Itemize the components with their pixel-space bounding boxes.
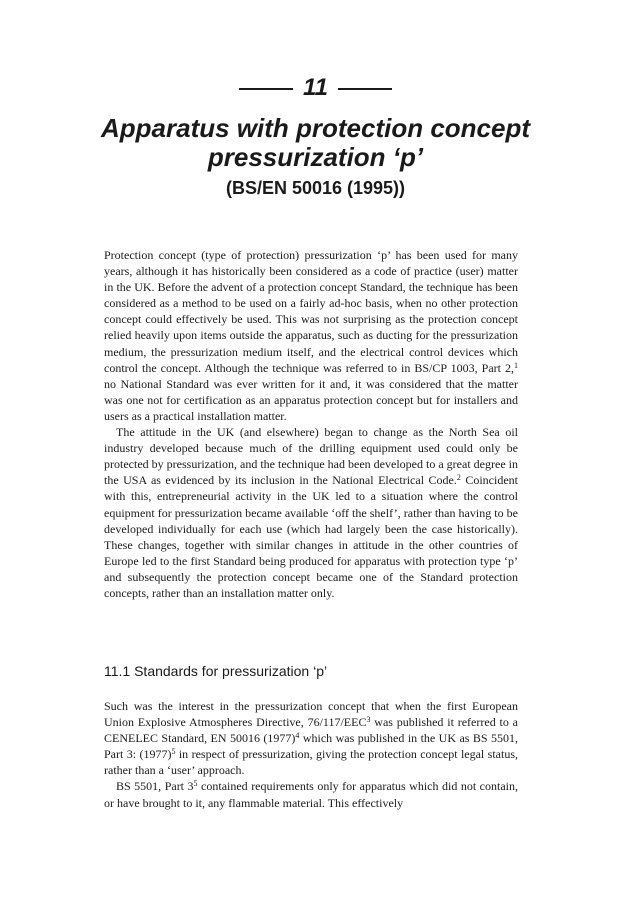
intro-section [104, 247, 518, 601]
intro-p2-text-b: Coincident with this, entrepreneurial activity in the UK led to a situation where the control equipment for pressurization became available ‘off the shelf’, rather than having to be developed individually for each use (which had largely been the case historically). These changes, together with similar changes in attitude in the other countries of Europe led to the first Standard being produced for apparatus with protection type ‘p’ and subsequently the protection concept became one of the Standard protection concepts, rather than an installation matter only. [104, 473, 518, 600]
chapter-title-line1: Apparatus with protection concept [100, 113, 531, 143]
footnote-ref-1: 1 [514, 360, 518, 370]
footnote-ref-4: 4 [295, 731, 300, 741]
section-paragraph-2 [104, 778, 518, 810]
chapter-rule-left [239, 88, 293, 90]
chapter-standard: (BS/EN 50016 (1995)) [225, 178, 406, 198]
section-11-1 [104, 662, 518, 811]
s1-p1-text-a: Such was the interest in the pressurization concept that when the first European Union Explosive Atmospheres Directive, 76/117/EEC [104, 699, 518, 730]
chapter-rule-right [338, 88, 392, 90]
s1-p1-text-c: which was published in the UK as BS 5501, Part 3: (1977) [104, 731, 519, 762]
intro-p1-text-b: no National Standard was ever written for it and, it was considered that the matter was one not for certification as an apparatus protection concept but for installers and users as a practical installation matter. [104, 376, 518, 423]
s1-p2-text-a: BS 5501, Part 3 [116, 779, 194, 794]
chapter-number [0, 74, 631, 102]
chapter-number-text: 11 [303, 74, 328, 101]
chapter-title-line2: pressurization ‘p’ [207, 142, 424, 172]
section-paragraph-1 [104, 698, 518, 778]
intro-paragraph-2 [104, 424, 518, 601]
intro-p2-text-a: The attitude in the UK (and elsewhere) began to change as the North Sea oil industry developed because much of the drilling equipment used could only be protected by pressurization, and the technique had been developed to a great degree in the USA as evidenced by its inclusion in the National Electrical Code. [104, 425, 518, 488]
section-heading: 11.1 Standards for pressurization ‘p’ [104, 663, 328, 679]
footnote-ref-3: 3 [366, 715, 371, 725]
s1-p1-text-b: was published it referred to a CENELEC Standard, EN 50016 (1977) [104, 715, 518, 746]
s1-p2-text-b: contained requirements only for apparatus which did not contain, or have brought to it, any flammable material. This effectively [104, 779, 518, 810]
footnote-ref-2: 2 [456, 473, 461, 483]
chapter-title [0, 114, 631, 172]
intro-paragraph-1 [104, 247, 518, 424]
intro-p1-text-a: Protection concept (type of protection) pressurization ‘p’ has been used for many years, although it has historically been considered as a code of practice (user) matter in the UK. Before the advent of a protection concept Standard, the technique has been considered as a method to be used on a fairly ad-hoc basis, when no other protection concept could effectively be used. This was not surprising as the protection concept relied heavily upon items outside the apparatus, such as ducting for the pressurization medium, the pressurization medium itself, and the electrical control devices which control the concept. Although the technique was referred to in BS/CP 1003, Part 2, [104, 248, 518, 375]
footnote-ref-5: 5 [171, 747, 176, 757]
footnote-ref-5b: 5 [193, 779, 198, 789]
s1-p1-text-d: in respect of pressurization, giving the protection concept legal status, rather than a ‘user’ approach. [104, 747, 518, 778]
